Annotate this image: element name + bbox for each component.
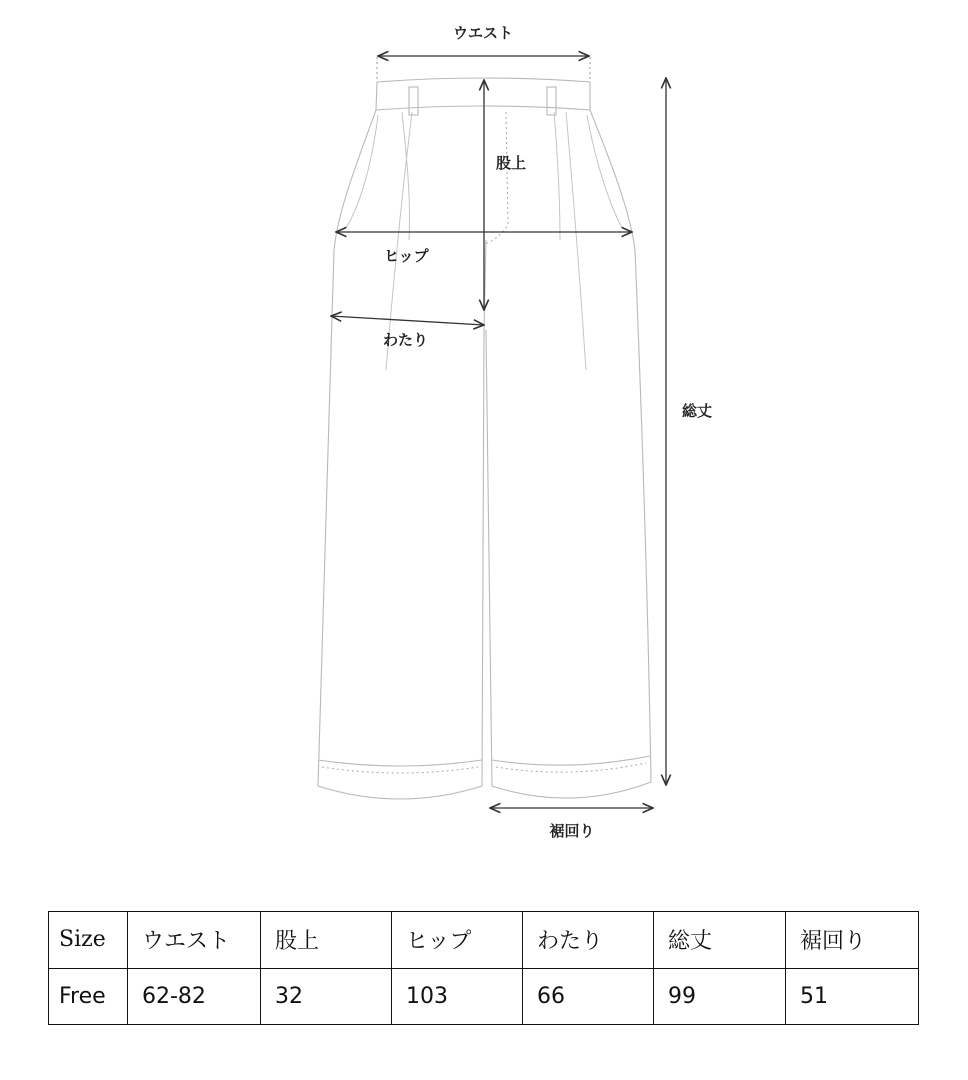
hem-cuff-right bbox=[492, 756, 650, 765]
pleat-left-1 bbox=[402, 112, 410, 240]
thigh-arrow bbox=[331, 316, 484, 325]
cell-length: 99 bbox=[654, 968, 786, 1025]
hem-stitch-left bbox=[322, 767, 478, 773]
belt-loop-right bbox=[547, 87, 556, 115]
header-cell-rise: 股上 bbox=[261, 912, 392, 969]
table-header-row bbox=[49, 912, 919, 969]
header-cell-length: 総丈 bbox=[654, 912, 786, 969]
waist-label: ウエスト bbox=[452, 24, 514, 42]
belt-loop-left bbox=[409, 87, 418, 115]
hip-label: ヒップ bbox=[384, 247, 429, 265]
header-cell-waist: ウエスト bbox=[128, 912, 261, 969]
table-row bbox=[49, 968, 919, 1025]
cell-hem: 51 bbox=[786, 968, 919, 1025]
cell-thigh: 66 bbox=[523, 968, 654, 1025]
header-cell-size: Size bbox=[49, 912, 128, 969]
hem-label: 裾回り bbox=[549, 822, 595, 840]
waistband bbox=[376, 78, 590, 110]
hem-stitch-right bbox=[496, 763, 646, 772]
header-cell-hip: ヒップ bbox=[392, 912, 523, 969]
pleat-right-2 bbox=[566, 112, 586, 370]
pocket-right bbox=[587, 115, 622, 228]
cell-size: Free bbox=[49, 968, 128, 1025]
length-label: 総丈 bbox=[682, 402, 713, 420]
size-table bbox=[48, 911, 919, 1025]
hem-cuff-left bbox=[318, 760, 482, 766]
pleat-right-1 bbox=[554, 112, 560, 240]
cell-waist: 62-82 bbox=[128, 968, 261, 1025]
fly-stitch bbox=[484, 112, 508, 244]
right-leg-outline bbox=[486, 110, 651, 798]
cell-hip: 103 bbox=[392, 968, 523, 1025]
header-cell-thigh: わたり bbox=[523, 912, 654, 969]
rise-label: 股上 bbox=[496, 154, 527, 172]
pocket-left bbox=[346, 115, 378, 228]
header-cell-hem: 裾回り bbox=[786, 912, 919, 969]
left-leg-outline bbox=[318, 110, 486, 799]
cell-rise: 32 bbox=[261, 968, 392, 1025]
thigh-label: わたり bbox=[383, 331, 429, 349]
